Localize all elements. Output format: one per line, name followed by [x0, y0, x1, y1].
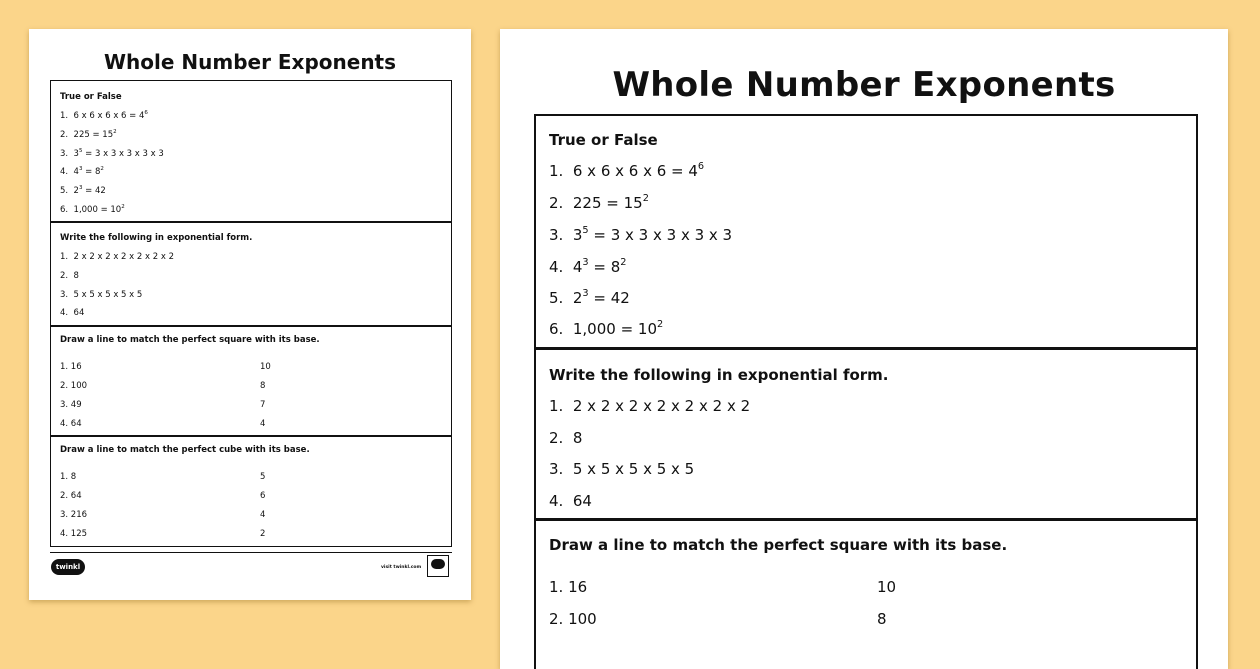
list-item: 4. 64 — [60, 308, 85, 318]
worksheet-preview-small — [29, 29, 471, 600]
list-item: 2. $225 = 15^2$ — [60, 128, 117, 140]
cube-match-section — [50, 435, 452, 547]
match-left-item: 1. 8 — [60, 472, 77, 482]
match-right-item: 8 — [260, 381, 266, 391]
exponential-section — [50, 221, 452, 327]
list-item: 3. 5 x 5 x 5 x 5 x 5 — [60, 290, 143, 300]
list-item: 4. $4^3 = 8^2$ — [549, 257, 627, 276]
section-heading: Draw a line to match the perfect square with its base. — [60, 335, 320, 345]
match-left-item: 3. 49 — [60, 400, 82, 410]
worksheet-zoomed — [500, 29, 1228, 669]
page-title: Whole Number Exponents — [103, 50, 397, 74]
section-heading: Draw a line to match the perfect square with its base. — [549, 536, 1008, 554]
list-item: 2. $225 = 15^2$ — [549, 193, 649, 212]
list-item: 4. $4^3 = 8^2$ — [60, 165, 104, 177]
match-left-item: 1. 16 — [549, 578, 588, 596]
footer-divider — [50, 552, 452, 553]
section-heading: True or False — [60, 92, 122, 102]
list-item: 1. 6 x 6 x 6 x $6 = 4^6$ — [60, 109, 148, 121]
square-match-section — [534, 518, 1198, 669]
match-left-item: 4. 64 — [60, 419, 82, 429]
section-heading: True or False — [549, 131, 658, 149]
section-heading: Write the following in exponential form. — [60, 233, 253, 243]
match-right-item: 7 — [260, 400, 266, 410]
exponential-section — [534, 347, 1198, 521]
badge-icon — [427, 555, 449, 577]
list-item: 3. 5 x 5 x 5 x 5 x 5 — [549, 460, 695, 478]
page-title: Whole Number Exponents — [612, 65, 1116, 105]
match-left-item: 3. 216 — [60, 510, 88, 520]
true-false-section — [50, 80, 452, 223]
match-right-item: 8 — [877, 610, 887, 628]
match-right-item: 5 — [260, 472, 266, 482]
match-right-item: 6 — [260, 491, 266, 501]
list-item: 5. $2^3 = 42$ — [60, 184, 106, 196]
square-match-section — [50, 325, 452, 437]
list-item: 1. 2 x 2 x 2 x 2 x 2 x 2 x 2 — [549, 397, 751, 415]
twinkl-logo: twinkl — [51, 559, 85, 575]
list-item: 1. 6 x 6 x 6 x $6 = 4^6$ — [549, 161, 705, 180]
match-right-item: 10 — [877, 578, 897, 596]
list-item: 4. 64 — [549, 492, 592, 510]
match-left-item: 1. 16 — [60, 362, 82, 372]
match-right-item: 10 — [260, 362, 271, 372]
list-item: 6. $1,000 = 10^2$ — [60, 203, 125, 215]
list-item: 1. 2 x 2 x 2 x 2 x 2 x 2 x 2 — [60, 252, 174, 262]
list-item: 6. $1,000 = 10^2$ — [549, 319, 664, 338]
match-right-item: 4 — [260, 510, 266, 520]
true-false-section — [534, 114, 1198, 350]
footer-site-text: visit twinkl.com — [381, 565, 422, 570]
match-right-item: 4 — [260, 419, 266, 429]
list-item: 3. $3^5 = 3$ x 3 x 3 x 3 x 3 — [60, 147, 164, 159]
list-item: 5. $2^3 = 42$ — [549, 288, 630, 307]
section-heading: Write the following in exponential form. — [549, 366, 889, 384]
match-left-item: 2. 100 — [549, 610, 597, 628]
list-item: 2. 8 — [60, 271, 79, 281]
list-item: 2. 8 — [549, 429, 583, 447]
match-left-item: 4. 125 — [60, 529, 88, 539]
list-item: 3. $3^5 = 3$ x 3 x 3 x 3 x 3 — [549, 225, 733, 244]
match-left-item: 2. 64 — [60, 491, 82, 501]
section-heading: Draw a line to match the perfect cube with its base. — [60, 445, 310, 455]
match-left-item: 2. 100 — [60, 381, 88, 391]
match-right-item: 2 — [260, 529, 266, 539]
